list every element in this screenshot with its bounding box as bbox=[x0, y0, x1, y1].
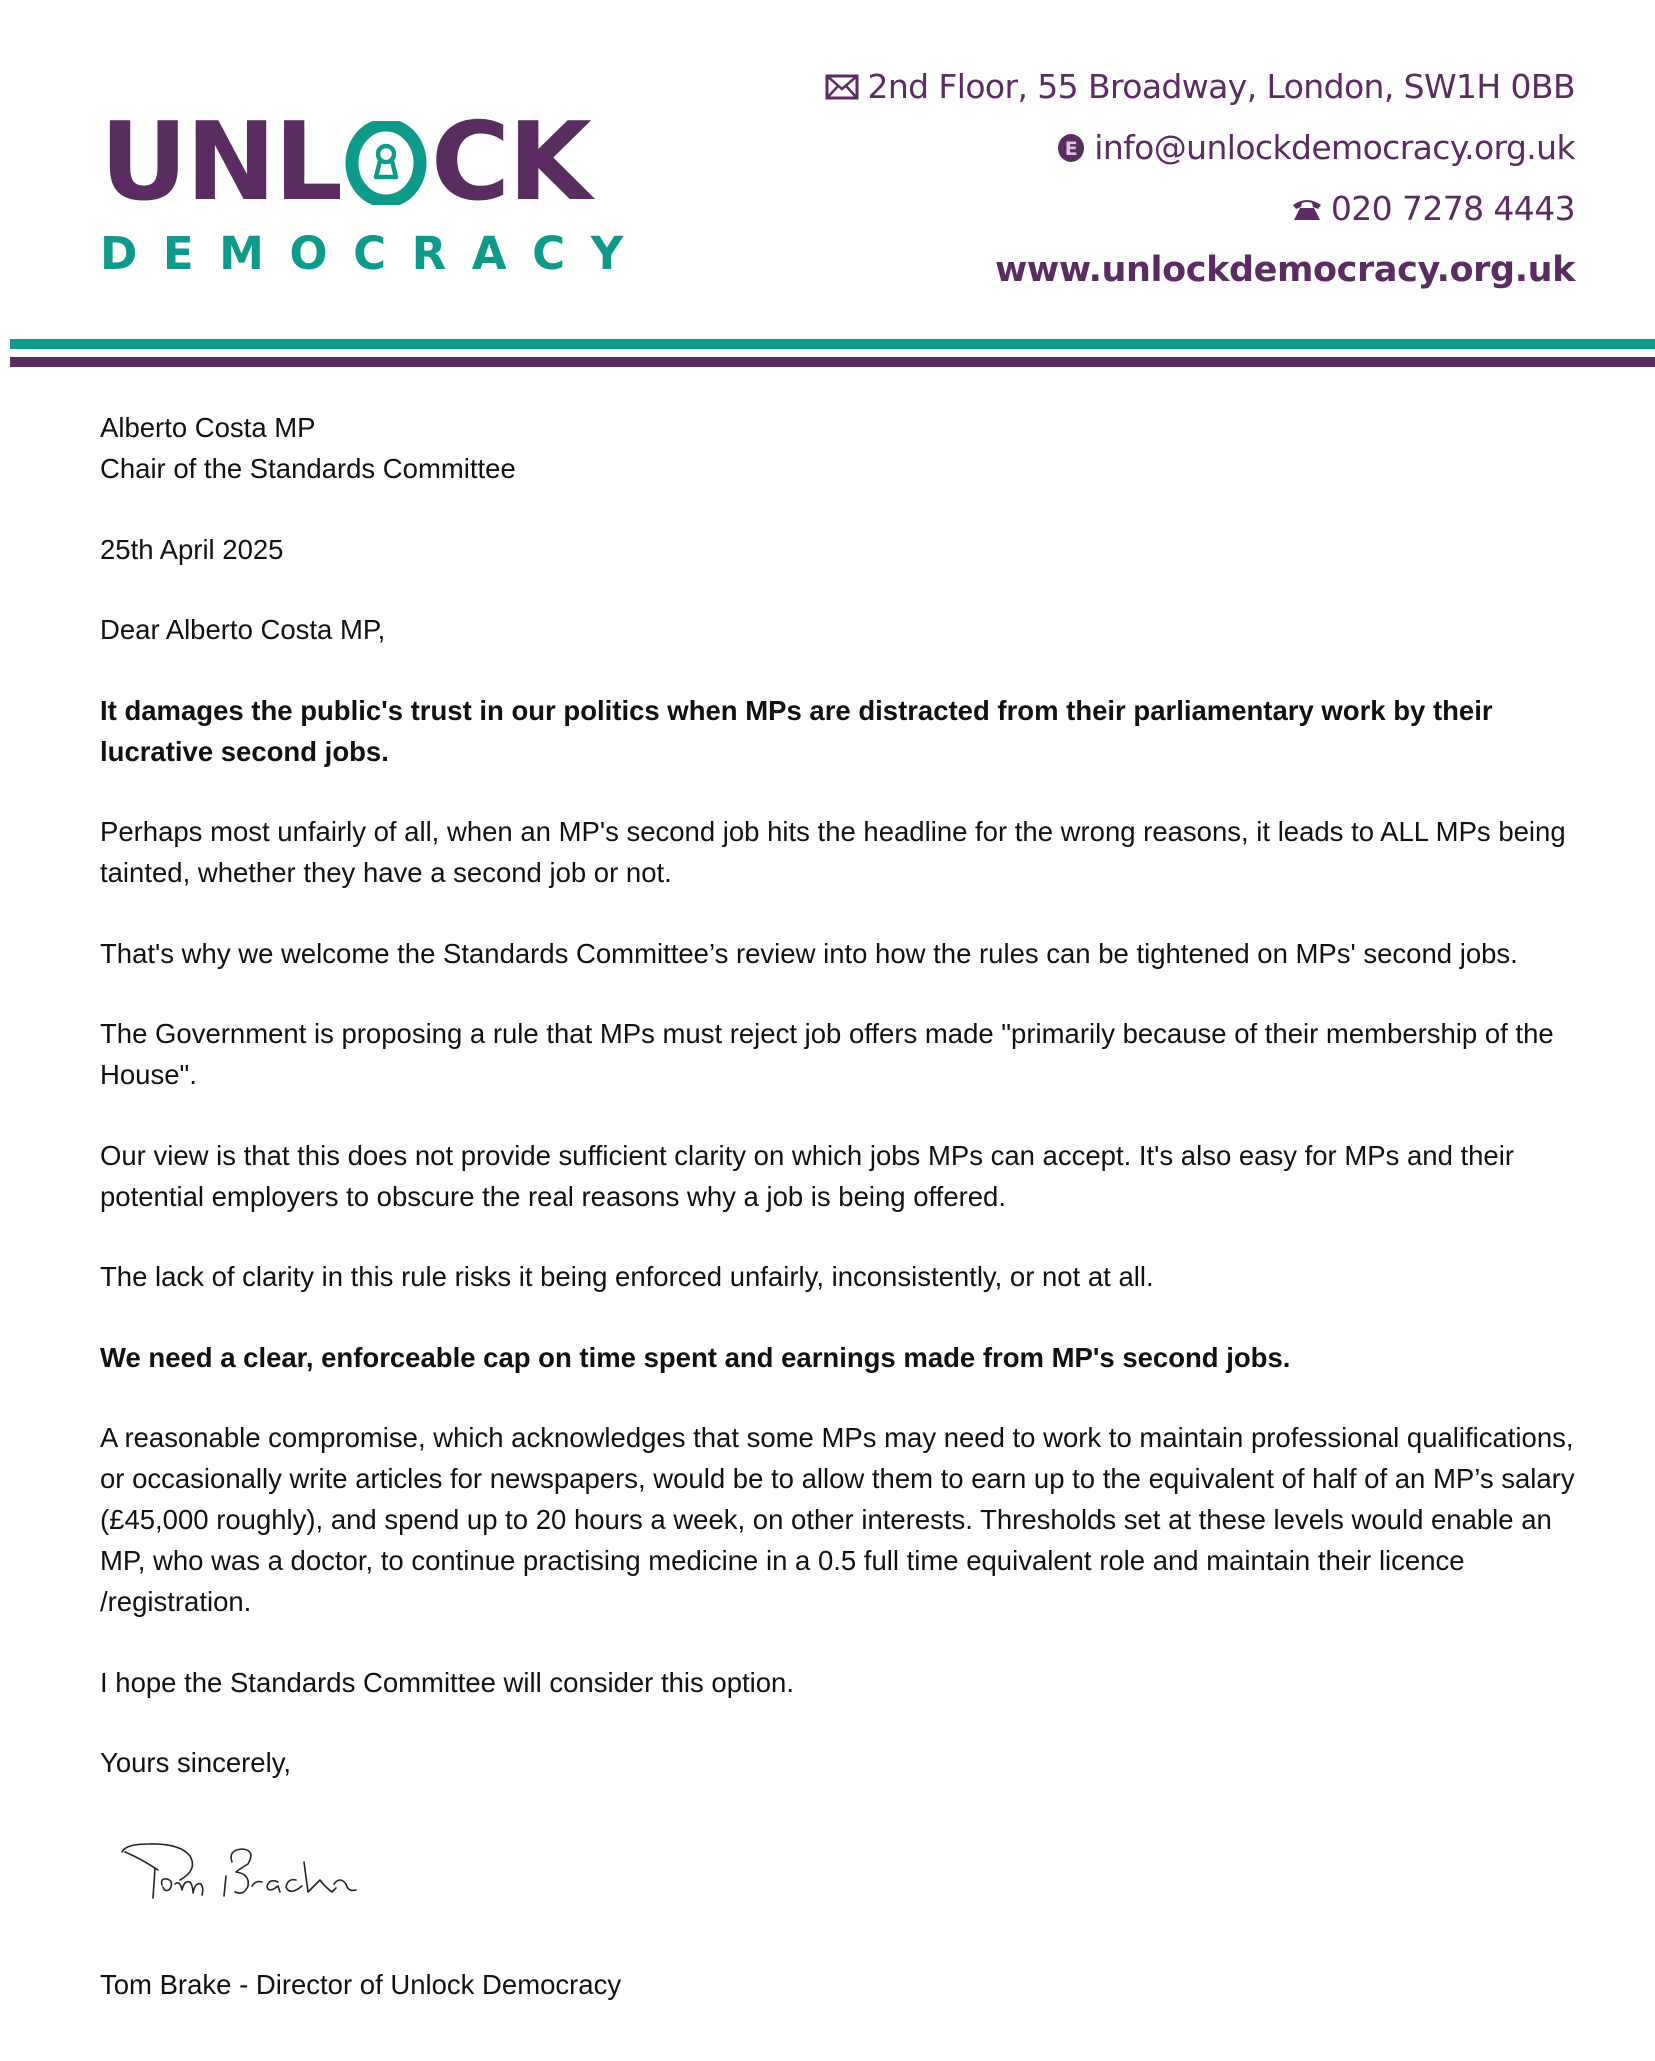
e-circle-icon bbox=[1056, 132, 1086, 164]
paragraph-call-to-action: We need a clear, enforceable cap on time spent and earnings made from MP's second jobs. bbox=[100, 1341, 1291, 1373]
contact-block bbox=[825, 56, 1575, 301]
unlock-democracy-logo bbox=[100, 100, 649, 280]
paragraph: The lack of clarity in this rule risks it being enforced unfairly, inconsistently, or not at all. bbox=[100, 1261, 1154, 1292]
recipient-title: Chair of the Standards Committee bbox=[100, 453, 516, 484]
address-text: 2nd Floor, 55 Broadway, London, SW1H 0BB bbox=[867, 67, 1575, 106]
handwritten-signature bbox=[120, 1840, 365, 1906]
telephone-icon bbox=[1291, 196, 1323, 222]
contact-phone bbox=[825, 178, 1575, 239]
svg-text:E: E bbox=[1065, 137, 1078, 160]
logo-text-left: UNL bbox=[100, 100, 341, 225]
logo-text-right: CK bbox=[430, 100, 590, 225]
envelope-icon bbox=[825, 74, 859, 100]
paragraph: I hope the Standards Committee will consider this option. bbox=[100, 1666, 794, 1698]
keyhole-o-icon bbox=[344, 121, 428, 205]
logo-wordmark-unlock bbox=[100, 100, 600, 225]
website-link[interactable]: www.unlockdemocracy.org.uk bbox=[995, 250, 1575, 290]
closing: Yours sincerely, bbox=[100, 1747, 292, 1778]
phone-number[interactable]: 020 7278 4443 bbox=[1330, 189, 1575, 228]
paragraph-headline: It damages the public's trust in our politics when MPs are distracted from their parliamentary work by their lucrative second jobs. bbox=[100, 694, 1493, 767]
header-divider-teal bbox=[10, 339, 1655, 349]
paragraph: A reasonable compromise, which acknowledges that some MPs may need to work to maintain professional qualifications, or occasionally write articles for newspapers, would be to allow them to earn up to the equivalent of half of an MP’s salary (£45,000 roughly), and spend up to 20 hours a week, on other interests. Thresholds set at these levels would enable an MP, who was a doctor, to continue practising medicine in a 0.5 full time equivalent role and maintain their licence /registration. bbox=[100, 1422, 1575, 1617]
paragraph: Perhaps most unfairly of all, when an MP's second job hits the headline for the wrong reasons, it leads to ALL MPs being tainted, whether they have a second job or not. bbox=[100, 816, 1566, 888]
logo-wordmark-democracy: DEMOCRACY bbox=[100, 227, 649, 280]
salutation: Dear Alberto Costa MP, bbox=[100, 614, 386, 645]
signoff-name-title: Tom Brake - Director of Unlock Democracy bbox=[100, 1969, 622, 2000]
letter-date: 25th April 2025 bbox=[100, 533, 284, 565]
contact-address bbox=[825, 56, 1575, 117]
paragraph: Our view is that this does not provide sufficient clarity on which jobs MPs can accept. It's also easy for MPs and their potential employers to obscure the real reasons why a job is being offered. bbox=[100, 1139, 1514, 1212]
contact-email bbox=[825, 117, 1575, 178]
paragraph: The Government is proposing a rule that MPs must reject job offers made "primarily because of their membership of the House". bbox=[100, 1018, 1554, 1090]
email-link[interactable]: info@unlockdemocracy.org.uk bbox=[1094, 128, 1575, 167]
paragraph: That's why we welcome the Standards Committee’s review into how the rules can be tightened on MPs' second jobs. bbox=[100, 937, 1518, 969]
recipient-name: Alberto Costa MP bbox=[100, 412, 316, 443]
header-divider-purple bbox=[10, 357, 1655, 367]
letter-body bbox=[100, 407, 1580, 1823]
